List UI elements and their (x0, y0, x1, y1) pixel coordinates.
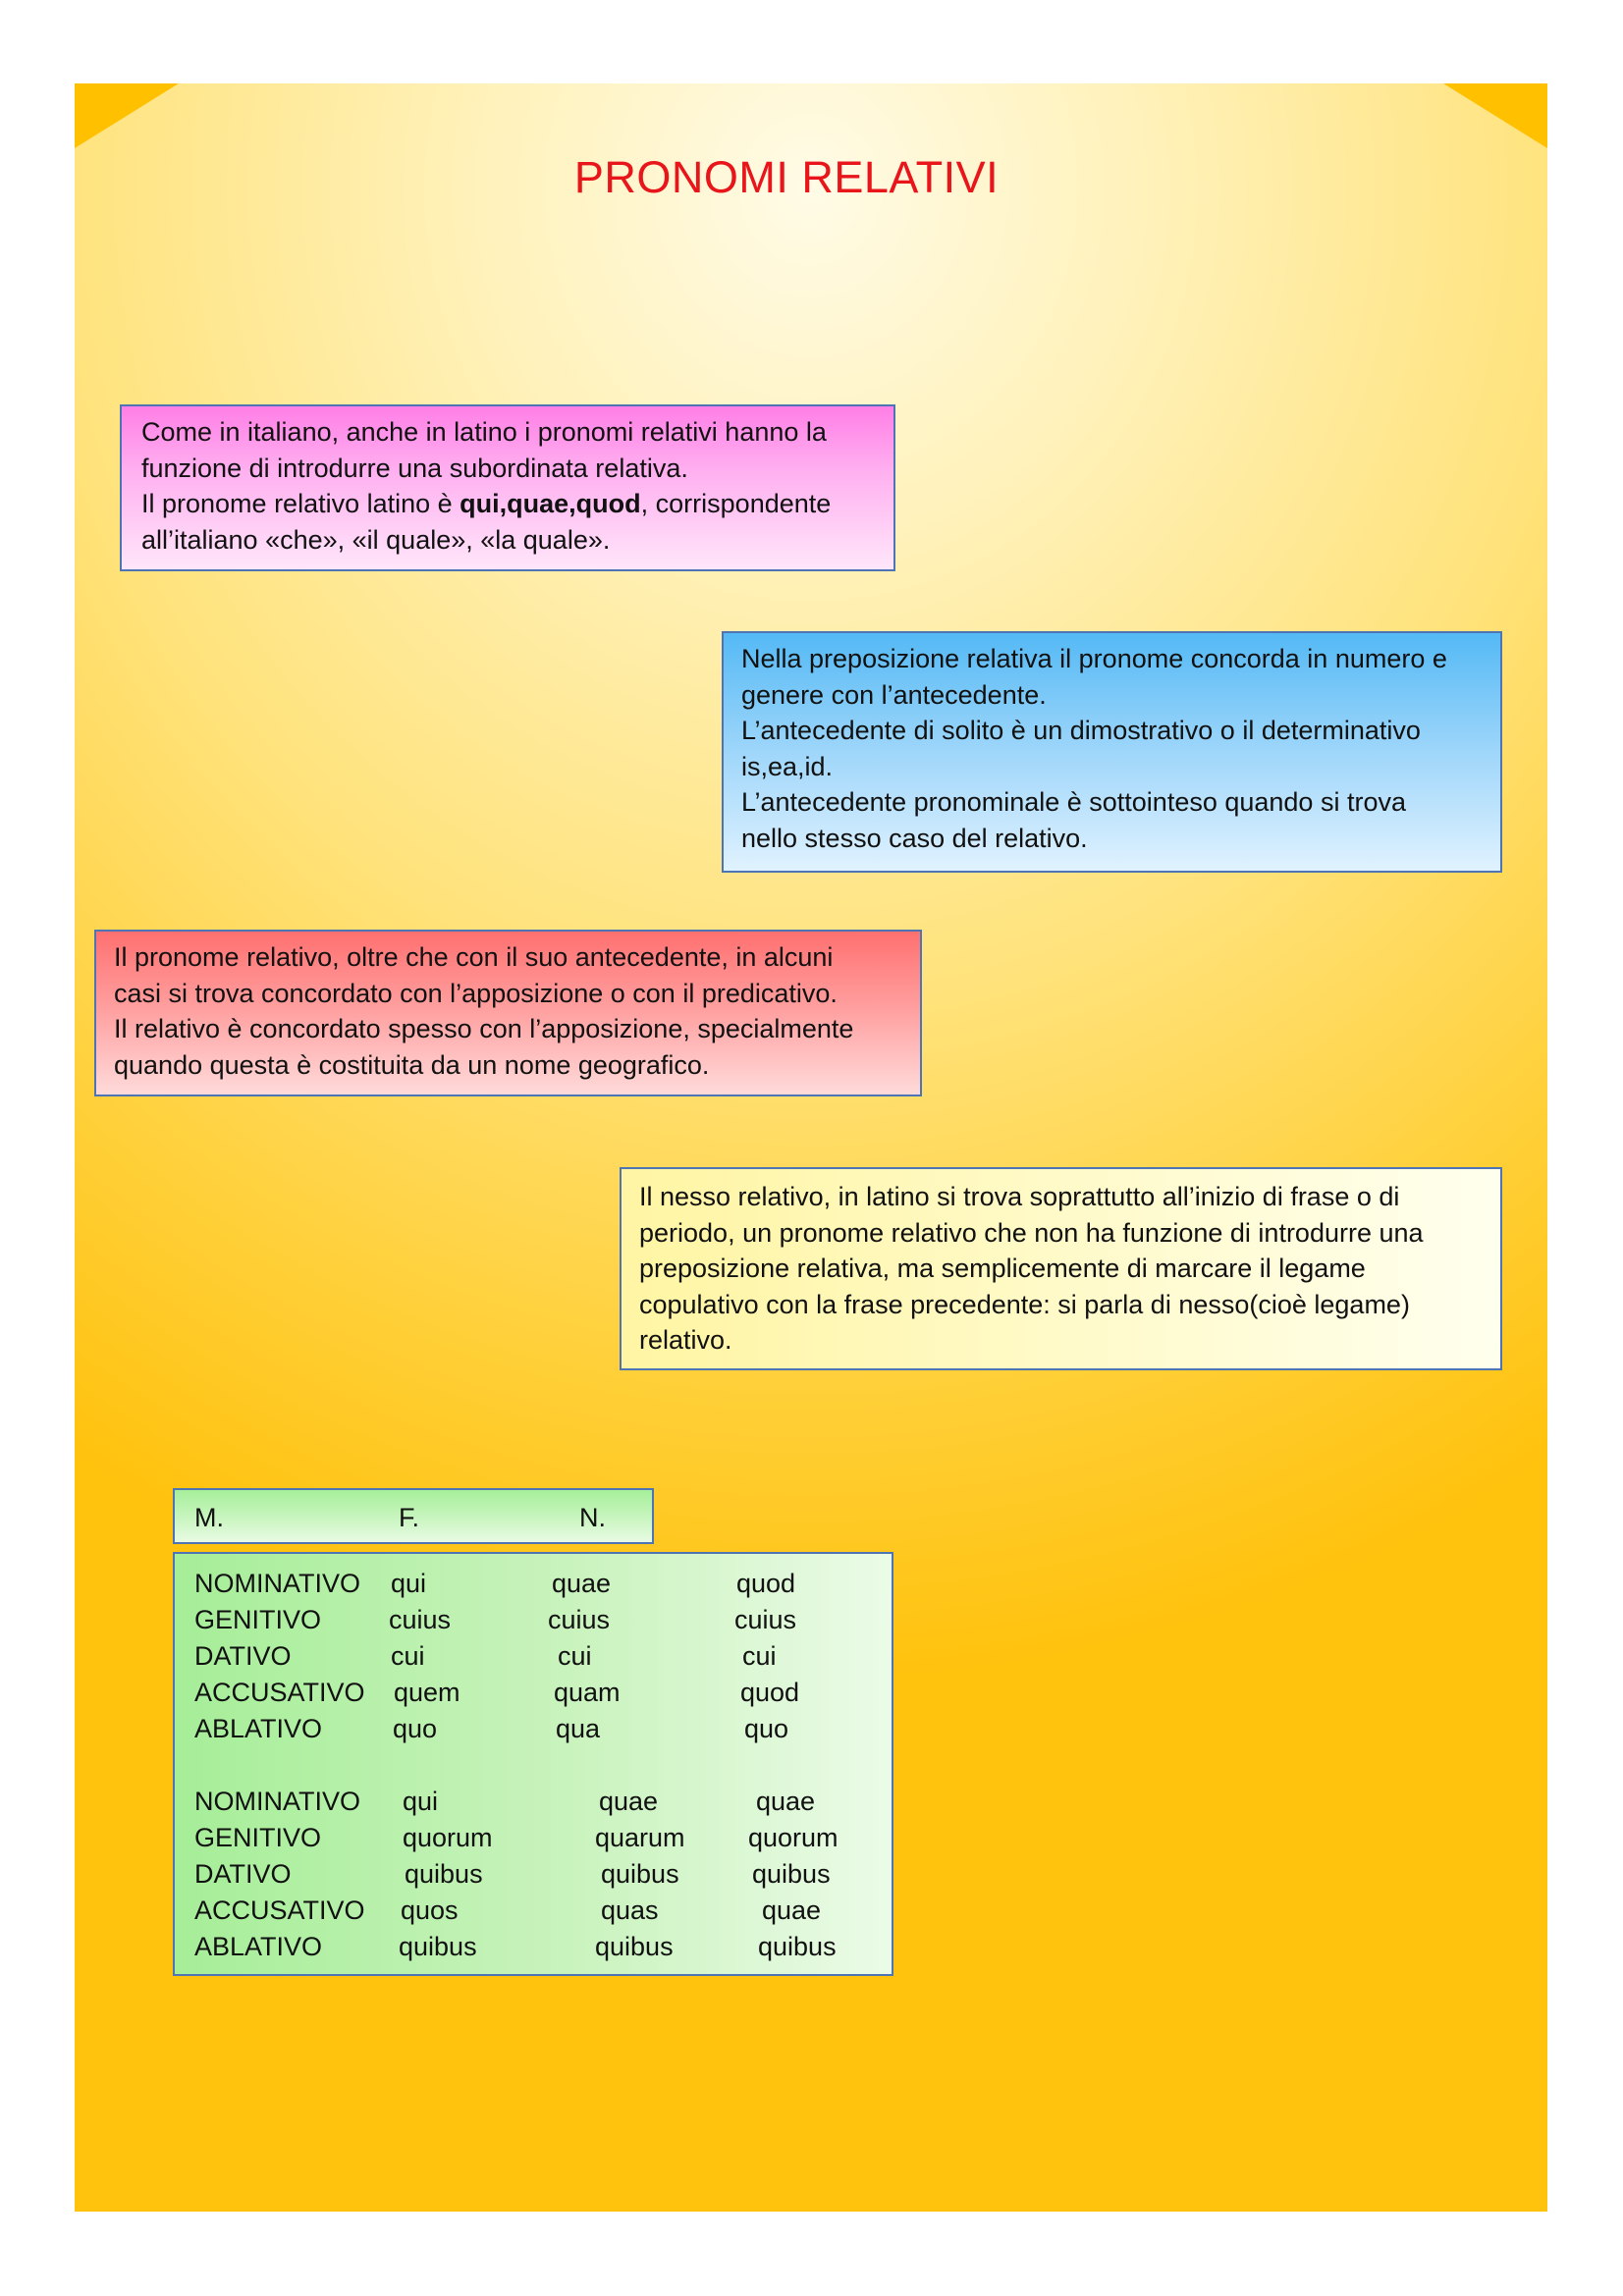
feminine-form: quibus (595, 1932, 674, 1961)
table-row (194, 1711, 872, 1747)
intro-line-2: funzione di introdurre una subordinata relativa. (141, 453, 688, 483)
nexus-box (620, 1167, 1502, 1370)
nexus-line: copulativo con la frase precedente: si parla di nesso(cioè legame) (639, 1289, 1410, 1319)
case-label: ACCUSATIVO (194, 1896, 365, 1925)
page-background (75, 83, 1547, 2212)
neuter-form: quibus (758, 1932, 837, 1961)
intro-line-3-post: , corrispondente (640, 489, 832, 518)
feminine-form: quae (552, 1569, 612, 1598)
case-label: DATIVO (194, 1859, 292, 1889)
masculine-form: quibus (399, 1932, 477, 1961)
neuter-form: quod (736, 1569, 796, 1598)
case-label: DATIVO (194, 1641, 292, 1671)
neuter-form: quod (740, 1678, 800, 1707)
table-spacer (194, 1747, 872, 1784)
nexus-line: periodo, un pronome relativo che non ha funzione di introdurre una (639, 1217, 1424, 1248)
nexus-line: relativo. (639, 1325, 732, 1355)
intro-pronoun-forms: qui,quae,quod (460, 489, 641, 518)
agreement-line: L’antecedente pronominale è sottointeso quando si trova (741, 787, 1406, 817)
apposition-line: casi si trova concordato con l’apposizione o con il predicativo. (114, 978, 838, 1008)
feminine-form: quas (601, 1896, 659, 1925)
nexus-line: preposizione relativa, ma semplicemente di marcare il legame (639, 1254, 1366, 1283)
masculine-form: cui (391, 1641, 425, 1671)
masculine-form: cuius (389, 1605, 452, 1634)
header-neuter: N. (579, 1503, 606, 1532)
intro-line-3 (141, 486, 876, 522)
feminine-form: quibus (601, 1859, 679, 1889)
feminine-form: quarum (595, 1823, 685, 1852)
table-row (194, 1675, 872, 1711)
table-row (194, 1893, 872, 1929)
table-row (194, 1820, 872, 1856)
intro-line-4: all’italiano «che», «il quale», «la quale». (141, 524, 611, 555)
neuter-form: quibus (752, 1859, 831, 1889)
table-row (194, 1602, 872, 1638)
apposition-line: Il relativo è concordato spesso con l’apposizione, specialmente (114, 1014, 854, 1043)
feminine-form: quam (554, 1678, 621, 1707)
feminine-form: cuius (548, 1605, 611, 1634)
case-label: NOMINATIVO (194, 1787, 361, 1816)
case-label: GENITIVO (194, 1605, 322, 1634)
agreement-line: Nella preposizione relativa il pronome concorda in numero e (741, 644, 1447, 673)
header-masculine: M. (194, 1503, 224, 1532)
declension-table (173, 1552, 893, 1976)
feminine-form: qua (556, 1714, 601, 1743)
declension-header (173, 1488, 654, 1544)
table-row (194, 1856, 872, 1893)
neuter-form: quo (744, 1714, 789, 1743)
intro-line-3-pre: Il pronome relativo latino è (141, 489, 460, 518)
apposition-line: Il pronome relativo, oltre che con il suo antecedente, in alcuni (114, 942, 834, 972)
case-label: NOMINATIVO (194, 1569, 361, 1598)
neuter-form: quae (756, 1787, 816, 1816)
case-label: ACCUSATIVO (194, 1678, 365, 1707)
neuter-form: cuius (734, 1605, 797, 1634)
masculine-form: quorum (403, 1823, 493, 1852)
feminine-form: quae (599, 1787, 659, 1816)
masculine-form: quos (401, 1896, 459, 1925)
agreement-line: genere con l’antecedente. (741, 679, 1047, 710)
neuter-form: quorum (748, 1823, 839, 1852)
masculine-form: quo (393, 1714, 438, 1743)
table-row (194, 1784, 872, 1820)
table-row (194, 1929, 872, 1965)
agreement-box (722, 631, 1502, 873)
apposition-line: quando questa è costituita da un nome geografico. (114, 1049, 710, 1080)
nexus-line: Il nesso relativo, in latino si trova soprattutto all’inizio di frase o di (639, 1182, 1400, 1211)
case-label: ABLATIVO (194, 1714, 323, 1743)
agreement-line: is,ea,id. (741, 751, 834, 781)
neuter-form: cui (742, 1641, 777, 1671)
header-feminine: F. (399, 1503, 420, 1532)
agreement-line: L’antecedente di solito è un dimostrativo o il determinativo (741, 716, 1421, 745)
neuter-form: quae (762, 1896, 822, 1925)
masculine-form: quibus (405, 1859, 483, 1889)
table-row (194, 1566, 872, 1602)
corner-decoration-right (1443, 83, 1547, 148)
case-label: ABLATIVO (194, 1932, 323, 1961)
page-title: PRONOMI RELATIVI (573, 152, 1000, 202)
feminine-form: cui (558, 1641, 592, 1671)
masculine-form: qui (391, 1569, 427, 1598)
corner-decoration-left (75, 83, 179, 148)
agreement-line: nello stesso caso del relativo. (741, 823, 1088, 853)
masculine-form: qui (403, 1787, 439, 1816)
apposition-box (94, 930, 922, 1096)
masculine-form: quem (394, 1678, 460, 1707)
case-label: GENITIVO (194, 1823, 322, 1852)
intro-box (120, 404, 895, 571)
intro-line-1: Come in italiano, anche in latino i pronomi relativi hanno la (141, 417, 827, 447)
table-row (194, 1638, 872, 1675)
